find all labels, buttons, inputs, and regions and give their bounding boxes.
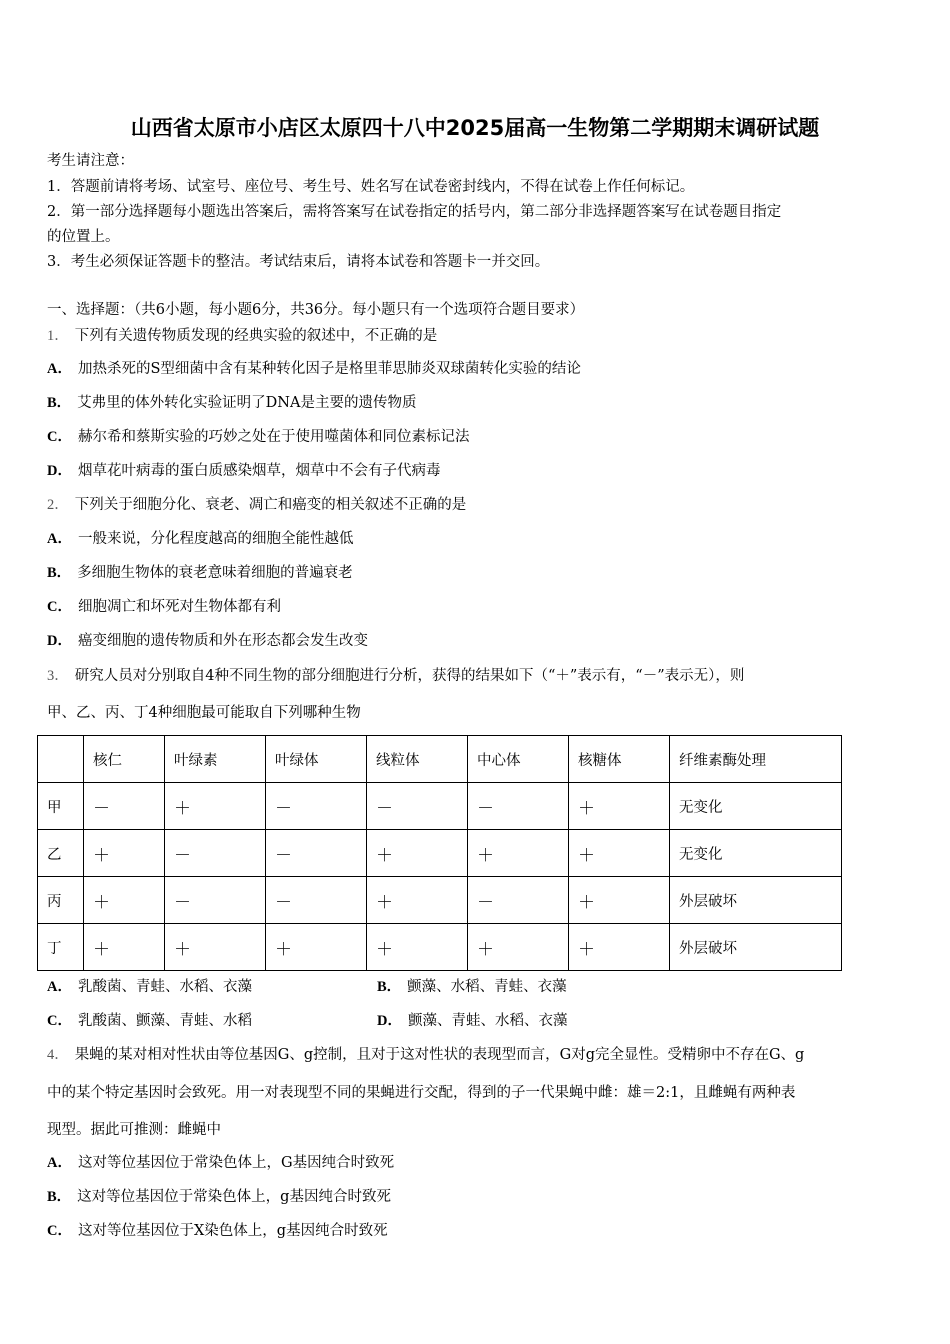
- question-3: [47, 666, 907, 686]
- option-label: A．: [47, 361, 72, 377]
- option-text: 这对等位基因位于常染色体上，g基因纯合时致死: [77, 1189, 391, 1205]
- option-text: 多细胞生物体的衰老意味着细胞的普遍衰老: [77, 565, 353, 581]
- q3-option-c: [47, 1013, 252, 1029]
- q2-option-d: [47, 631, 907, 651]
- table-row: [38, 830, 842, 877]
- table-cell: ＋: [569, 924, 670, 971]
- table-cell: ＋: [367, 830, 468, 877]
- question-1: [47, 326, 907, 346]
- q3-option-a: [47, 979, 252, 995]
- table-cell: －: [165, 830, 266, 877]
- notice-item-2: 2．第一部分选择题每小题选出答案后，需将答案写在试卷指定的括号内，第二部分非选择题答案写在试卷题目指定: [47, 204, 782, 220]
- table-header-cell: 纤维素酶处理: [670, 736, 842, 783]
- notice-heading: 考生请注意：: [47, 153, 134, 169]
- table-cell: －: [266, 783, 367, 830]
- notice-item-3: 3．考生必须保证答题卡的整洁。考试结束后，请将本试卷和答题卡一并交回。: [47, 254, 550, 270]
- option-label: A．: [47, 531, 72, 547]
- question-4: [47, 1045, 907, 1065]
- option-text: 癌变细胞的遗传物质和外在形态都会发生改变: [77, 633, 368, 649]
- option-text: 烟草花叶病毒的蛋白质感染烟草，烟草中不会有子代病毒: [77, 463, 441, 479]
- table-cell: ＋: [569, 877, 670, 924]
- option-label: B．: [47, 1189, 72, 1205]
- option-label: D．: [377, 1013, 402, 1029]
- table-cell: 外层破坏: [670, 924, 842, 971]
- table-cell: ＋: [84, 877, 165, 924]
- q4-option-a: [47, 1153, 907, 1173]
- question-3-cont: 甲、乙、丙、丁4种细胞最可能取自下列哪种生物: [47, 705, 361, 721]
- notice-item-1: 1．答题前请将考场、试室号、座位号、考生号、姓名写在试卷密封线内，不得在试卷上作任何标记。: [47, 179, 695, 195]
- option-label: D．: [47, 633, 72, 649]
- table-row: [38, 924, 842, 971]
- q1-option-d: [47, 461, 907, 481]
- question-number: 1．: [47, 328, 69, 344]
- option-text: 这对等位基因位于X染色体上，g基因纯合时致死: [77, 1223, 388, 1239]
- table-cell: ＋: [165, 783, 266, 830]
- option-text: 艾弗里的体外转化实验证明了DNA是主要的遗传物质: [77, 395, 417, 411]
- table-cell: ＋: [165, 924, 266, 971]
- option-text: 乳酸菌、颤藻、青蛙、水稻: [77, 1013, 252, 1029]
- option-text: 细胞凋亡和坏死对生物体都有利: [77, 599, 281, 615]
- table-cell: ＋: [84, 830, 165, 877]
- q4-option-c: [47, 1221, 907, 1241]
- option-text: 赫尔希和蔡斯实验的巧妙之处在于使用噬菌体和同位素标记法: [77, 429, 470, 445]
- question-stem: 果蝇的某对相对性状由等位基因G、g控制，且对于这对性状的表现型而言，G对g完全显性。受精卵中不存在G、g: [74, 1047, 805, 1063]
- table-cell: ＋: [266, 924, 367, 971]
- table-cell: 无变化: [670, 830, 842, 877]
- table-cell: ＋: [84, 924, 165, 971]
- option-text: 一般来说，分化程度越高的细胞全能性越低: [77, 531, 354, 547]
- option-text: 乳酸菌、青蛙、水稻、衣藻: [77, 979, 252, 995]
- option-text: 这对等位基因位于常染色体上，G基因纯合时致死: [77, 1155, 395, 1171]
- option-label: B．: [47, 565, 72, 581]
- q4-option-b: [47, 1187, 907, 1207]
- q1-option-b: [47, 393, 907, 413]
- table-header-cell: 叶绿素: [165, 736, 266, 783]
- page-title: 山西省太原市小店区太原四十八中2025届高一生物第二学期期末调研试题: [130, 116, 820, 140]
- table-header-row: [38, 736, 842, 783]
- q3-options-row-2: [47, 1011, 907, 1031]
- table-cell: ＋: [468, 830, 569, 877]
- notice-item-2-cont: 的位置上。: [47, 229, 120, 245]
- table-cell: －: [468, 877, 569, 924]
- table-cell: 丙: [38, 877, 84, 924]
- table-cell: ＋: [367, 877, 468, 924]
- question-stem: 下列关于细胞分化、衰老、凋亡和癌变的相关叙述不正确的是: [74, 497, 467, 513]
- table-header-cell: 核仁: [84, 736, 165, 783]
- table-cell: －: [266, 830, 367, 877]
- option-label: C．: [47, 599, 72, 615]
- q3-option-d: [377, 1011, 567, 1031]
- q2-option-c: [47, 597, 907, 617]
- table-header-cell: 线粒体: [367, 736, 468, 783]
- table-header-cell: 核糖体: [569, 736, 670, 783]
- question-number: 4．: [47, 1047, 69, 1063]
- section-heading: 一、选择题：（共6小题，每小题6分，共36分。每小题只有一个选项符合题目要求）: [47, 302, 585, 318]
- table-cell: 无变化: [670, 783, 842, 830]
- question-number: 2．: [47, 497, 69, 513]
- question-stem: 下列有关遗传物质发现的经典实验的叙述中，不正确的是: [74, 328, 438, 344]
- table-cell: 甲: [38, 783, 84, 830]
- option-label: C．: [47, 1013, 72, 1029]
- table-cell: －: [367, 783, 468, 830]
- q1-option-a: [47, 359, 907, 379]
- table-cell: ＋: [468, 924, 569, 971]
- option-text: 颤藻、水稻、青蛙、衣藻: [407, 979, 567, 995]
- question-4-cont-2: 现型。据此可推测：雌蝇中: [47, 1122, 221, 1138]
- cell-analysis-table: [37, 735, 842, 971]
- option-label: A．: [47, 979, 72, 995]
- table-cell: ＋: [569, 830, 670, 877]
- question-4-cont-1: 中的某个特定基因时会致死。用一对表现型不同的果蝇进行交配，得到的子一代果蝇中雌：雄＝2:1，且雌蝇有两种表: [47, 1085, 796, 1101]
- table-row: [38, 783, 842, 830]
- table-cell: －: [468, 783, 569, 830]
- option-label: C．: [47, 1223, 72, 1239]
- q2-option-a: [47, 529, 907, 549]
- question-stem: 研究人员对分别取自4种不同生物的部分细胞进行分析，获得的结果如下（“＋”表示有，“－”表示无），则: [74, 668, 745, 684]
- table-cell: －: [84, 783, 165, 830]
- option-label: D．: [47, 463, 72, 479]
- q1-option-c: [47, 427, 907, 447]
- table-cell: 丁: [38, 924, 84, 971]
- q3-option-b: [377, 977, 567, 997]
- table-header-cell: 叶绿体: [266, 736, 367, 783]
- option-label: B．: [377, 979, 402, 995]
- option-text: 加热杀死的S型细菌中含有某种转化因子是格里菲思肺炎双球菌转化实验的结论: [77, 361, 581, 377]
- option-label: B．: [47, 395, 72, 411]
- option-label: A．: [47, 1155, 72, 1171]
- table-cell: －: [165, 877, 266, 924]
- table-cell: －: [266, 877, 367, 924]
- table-header-cell: [38, 736, 84, 783]
- question-2: [47, 495, 907, 515]
- table-cell: ＋: [569, 783, 670, 830]
- table-row: [38, 877, 842, 924]
- option-text: 颤藻、青蛙、水稻、衣藻: [407, 1013, 568, 1029]
- question-number: 3．: [47, 668, 69, 684]
- table-cell: ＋: [367, 924, 468, 971]
- table-cell: 乙: [38, 830, 84, 877]
- table-cell: 外层破坏: [670, 877, 842, 924]
- q2-option-b: [47, 563, 907, 583]
- table-header-cell: 中心体: [468, 736, 569, 783]
- option-label: C．: [47, 429, 72, 445]
- q3-options-row-1: [47, 977, 907, 997]
